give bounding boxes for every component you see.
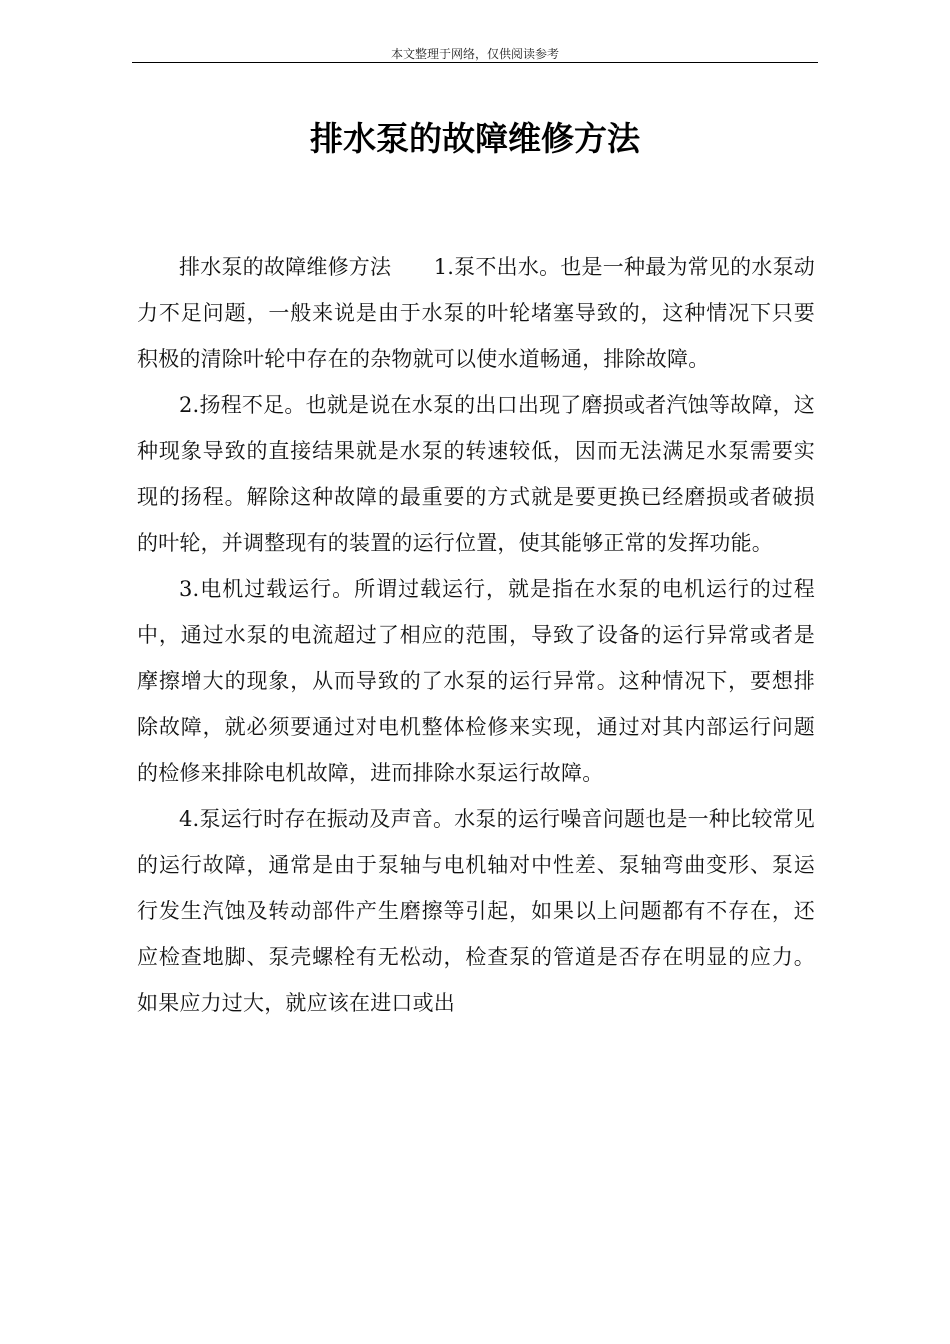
paragraph-4: 4.泵运行时存在振动及声音。水泵的运行噪音问题也是一种比较常见的运行故障，通常是由于泵轴与电机轴对中性差、泵轴弯曲变形、泵运行发生汽蚀及转动部件产生磨擦等引起，如果以上问题都有不存在，还应检查地脚、泵壳螺栓有无松动，检查泵的管道是否存在明显的应力。如果应力过大，就应该在进口或出 — [137, 807, 815, 1015]
paragraph-2: 2.扬程不足。也就是说在水泵的出口出现了磨损或者汽蚀等故障，这种现象导致的直接结果就是水泵的转速较低，因而无法满足水泵需要实现的扬程。解除这种故障的最重要的方式就是要更换已经磨损或者破损的叶轮，并调整现有的装置的运行位置，使其能够正常的发挥功能。 — [137, 393, 815, 555]
header-divider — [132, 62, 818, 63]
paragraph-3: 3.电机过载运行。所谓过载运行，就是指在水泵的电机运行的过程中，通过水泵的电流超过了相应的范围，导致了设备的运行异常或者是摩擦增大的现象，从而导致的了水泵的运行异常。这种情况下，要想排除故障，就必须要通过对电机整体检修来实现，通过对其内部运行问题的检修来排除电机故障，进而排除水泵运行故障。 — [137, 577, 815, 785]
page-header-note: 本文整理于网络，仅供阅读参考 — [390, 47, 559, 61]
document-body — [137, 244, 815, 1026]
paragraph-1: 排水泵的故障维修方法 1.泵不出水。也是一种最为常见的水泵动力不足问题，一般来说是由于水泵的叶轮堵塞导致的，这种情况下只要积极的清除叶轮中存在的杂物就可以使水道畅通，排除故障。 — [137, 255, 815, 371]
document-title: 排水泵的故障维修方法 — [310, 119, 640, 158]
